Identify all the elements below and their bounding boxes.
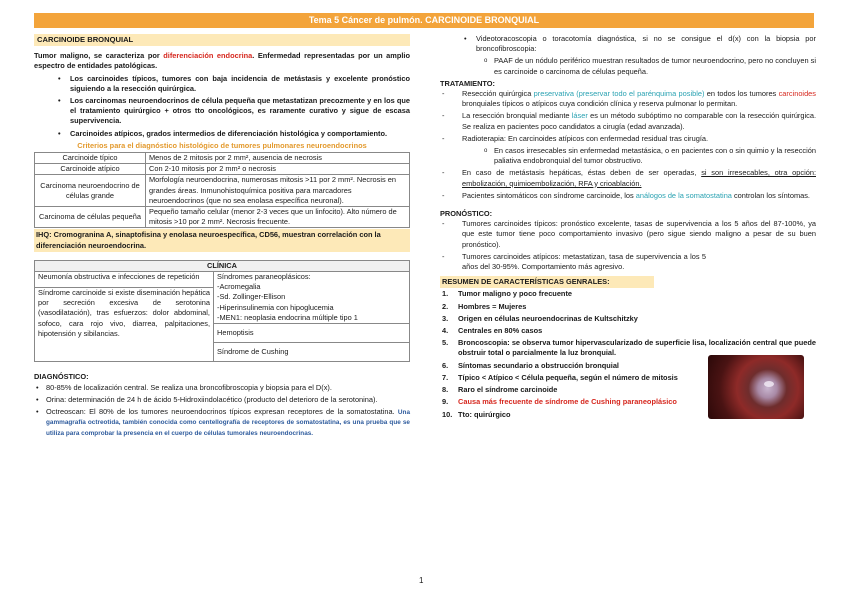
list-item: • Videotoracoscopia o toracotomía diagnóstica, si no se consigue el d(x) con la biopsia por broncofibroscopia: — [440, 34, 816, 54]
list-item: o En casos irresecables sin enfermedad metastásica, o en pacientes con o sin quimio y la resección paliativa endobronquial del tumor obstructivo. — [440, 146, 816, 166]
pron-list — [440, 219, 816, 272]
ihq-note: IHQ: Cromogranina A, sinaptofisina y enolasa neuroespecífica, CD56, muestran correlación con la diferenciación neuroendocrina. — [34, 229, 410, 251]
list-item: o PAAF de un nódulo periférico muestran resultados de tumor neuroendocrino, pero no concluyen si es carcinoide o carcinoma de células pequeña. — [440, 56, 816, 76]
list-item: 3. Origen en células neuroendocrinas de Kultschitzky — [442, 313, 638, 323]
list-item: - Pacientes sintomáticos con síndrome carcinoide, los análogos de la somatostatina controlan los síntomas. — [440, 191, 816, 201]
list-item: 4. Centrales en 80% casos — [442, 326, 543, 336]
list-item: • Carcinoides atípicos, grados intermedios de diferenciación histológica y comportamiento. — [34, 129, 410, 139]
list-item: • Orina: determinación de 24 h de ácido 5-Hidroxiindolacético (producto del deterioro de la serotonina). — [34, 395, 410, 405]
trat-list-2 — [440, 168, 816, 201]
list-item: 10. Tto: quirúrgico — [442, 409, 511, 419]
summary-title: RESUMEN DE CARACTERÍSTICAS GENRALES: — [440, 276, 654, 288]
list-item: 1. Tumor maligno y poco frecuente — [442, 289, 573, 299]
clinica-table — [34, 271, 410, 362]
diag-title: DIAGNÓSTICO: — [34, 372, 89, 382]
bronchoscopy-image — [708, 355, 804, 419]
left-column — [34, 34, 410, 440]
trat-sub-list — [440, 146, 816, 166]
list-item: • Los carcinoides típicos, tumores con baja incidencia de metástasis y excelente pronóstico siguiendo a la resección quirúrgica. — [34, 74, 410, 94]
trat-title: TRATAMIENTO: — [440, 78, 496, 88]
page-number: 1 — [419, 576, 424, 585]
list-item: - La resección bronquial mediante láser es un método subóptimo no comparable con la resección quirúrgica. Se realiza en pacientes poco candidatos a cirugía (edad avanzada). — [440, 111, 816, 131]
entity-list — [34, 74, 410, 139]
paraneoplastic-box: Síndromes paraneoplásicos: -Acromegalia -Sd. Zollinger-Ellison -Hiperinsulinemia con hipoglucemia -MEN1: neoplasia endocrina múltiple tipo 1 — [217, 272, 358, 322]
criteria-title: Criterios para el diagnóstico histológico de tumores pulmonares neuroendocrinos — [77, 140, 367, 150]
video-list — [440, 34, 816, 54]
table-row: Carcinoma neuroendocrino de células grande Morfología neuroendocrina, numerosas mitosis >11 por 2 mm². Necrosis en grandes áreas. Inmunohistoquímica positiva para marcadores neuroendocrinos (que no sea enolasa específica neuronal). — [35, 175, 410, 207]
page-banner: Tema 5 Cáncer de pulmón. CARCINOIDE BRONQUIAL — [34, 13, 814, 28]
list-item: • Octreoscan: El 80% de los tumores neuroendocrinos típicos expresan receptores de la somatostatina. Una gammagrafía octreotida, también conocida como centellografía de receptores de somatostatina, es una prueba que se utiliza para comprobar la presencia en el cuerpo de células tumorales neuroendocrinas. — [34, 407, 410, 438]
clinica-title: CLÍNICA — [34, 260, 410, 271]
table-row: Síndrome carcinoide si existe diseminación hepática por secreción excesiva de serotonina (vasodilatación), tras esfuerzos: dolor abdominal, sofoco, cara rojo vivo, diarrea, palpitaciones, hipotensión y sibilancias. — [35, 288, 410, 362]
list-item: - En caso de metástasis hepáticas, éstas deben de ser operadas, si son irresecables, otra opción: embolización, quimioembolización, RFA y crioablación. — [440, 168, 816, 188]
intro-paragraph: Tumor maligno, se caracteriza por diferenciación endocrina. Enfermedad representadas por un amplio espectro de entidades patológicas. — [34, 51, 410, 71]
pron-title: PRONÓSTICO: — [440, 209, 493, 219]
list-item: - Radioterapia: En carcinoides atípicos con enfermedad residual tras cirugía. — [440, 134, 816, 144]
list-item: 7. Típico < Atípico < Célula pequeña, según el número de mitosis — [442, 372, 678, 382]
list-item: • Los carcinomas neuroendocrinos de célula pequeña que metastatizan precozmente y en los que el tratamiento quirúrgico + otros tto oncológicos, es raramente curativo y sigue de escasa supervivencia. — [34, 96, 410, 127]
table-row: Carcinoide atípico Con 2-10 mitosis por 2 mm² o necrosis — [35, 164, 410, 175]
highlight-text: diferenciación endocrina — [163, 51, 253, 61]
list-item: • 80-85% de localización central. Se realiza una broncofibroscopia y biopsia para el D(x). — [34, 383, 410, 393]
trat-list — [440, 89, 816, 144]
octreo-note: Una gammagrafía octreotida, también conocida como centellografía de receptores de somatostatina, es una prueba que se utiliza para comprobar la presencia en el cuerpo de células tumorales neuroendocrinas. — [46, 409, 410, 437]
list-item: 5. Broncoscopia: se observa tumor hipervascularizado de superficie lisa, localización central que puede obstruir total o parcialmente la luz bronquial. — [442, 338, 816, 358]
list-item: - Tumores carcinoides atípicos: metastatizan, tasa de supervivencia a los 5 años del 30-95%. Comportamiento más agresivo. — [440, 252, 816, 272]
list-item: 6. Síntomas secundario a obstrucción bronquial — [442, 360, 619, 370]
list-item: 9. Causa más frecuente de síndrome de Cushing paraneoplásico — [442, 397, 677, 407]
table-row: Carcinoma de células pequeña Pequeño tamaño celular (menor 2-3 veces que un linfocito). Alto número de mitosis >10 por 2 mm². Necrosis frecuente. — [35, 207, 410, 228]
criteria-table — [34, 152, 410, 228]
diag-list — [34, 383, 410, 438]
list-item: 2. Hombres = Mujeres — [442, 301, 527, 311]
list-item: - Tumores carcinoides típicos: pronóstico excelente, tasas de supervivencia a los 5 años del 87-100%, ya que este tumor tiene poco comportamiento invasivo (pero sigue siendo maligno a pesar de su buen pronóstico). — [440, 219, 816, 250]
table-row: Carcinoide típico Menos de 2 mitosis por 2 mm², ausencia de necrosis — [35, 153, 410, 164]
section-heading: CARCINOIDE BRONQUIAL — [34, 34, 410, 46]
list-item: - Resección quirúrgica preservativa (preservar todo el parénquima posible) en todos los tumores carcinoides bronquiales típicos o atípicos cuya condición clínica y reserva pulmonar lo permitan. — [440, 89, 816, 109]
list-item: 8. Raro el síndrome carcinoide — [442, 385, 558, 395]
table-row: Neumonía obstructiva e infecciones de repetición Síndromes paraneoplásicos: -Acromegalia -Sd. Zollinger-Ellison -Hiperinsulinemia con hipoglucemia -MEN1: neoplasia endocrina múltiple tipo 1 Hemoptisis Síndrome de Cushing — [35, 272, 410, 288]
paaf-list — [440, 56, 816, 76]
